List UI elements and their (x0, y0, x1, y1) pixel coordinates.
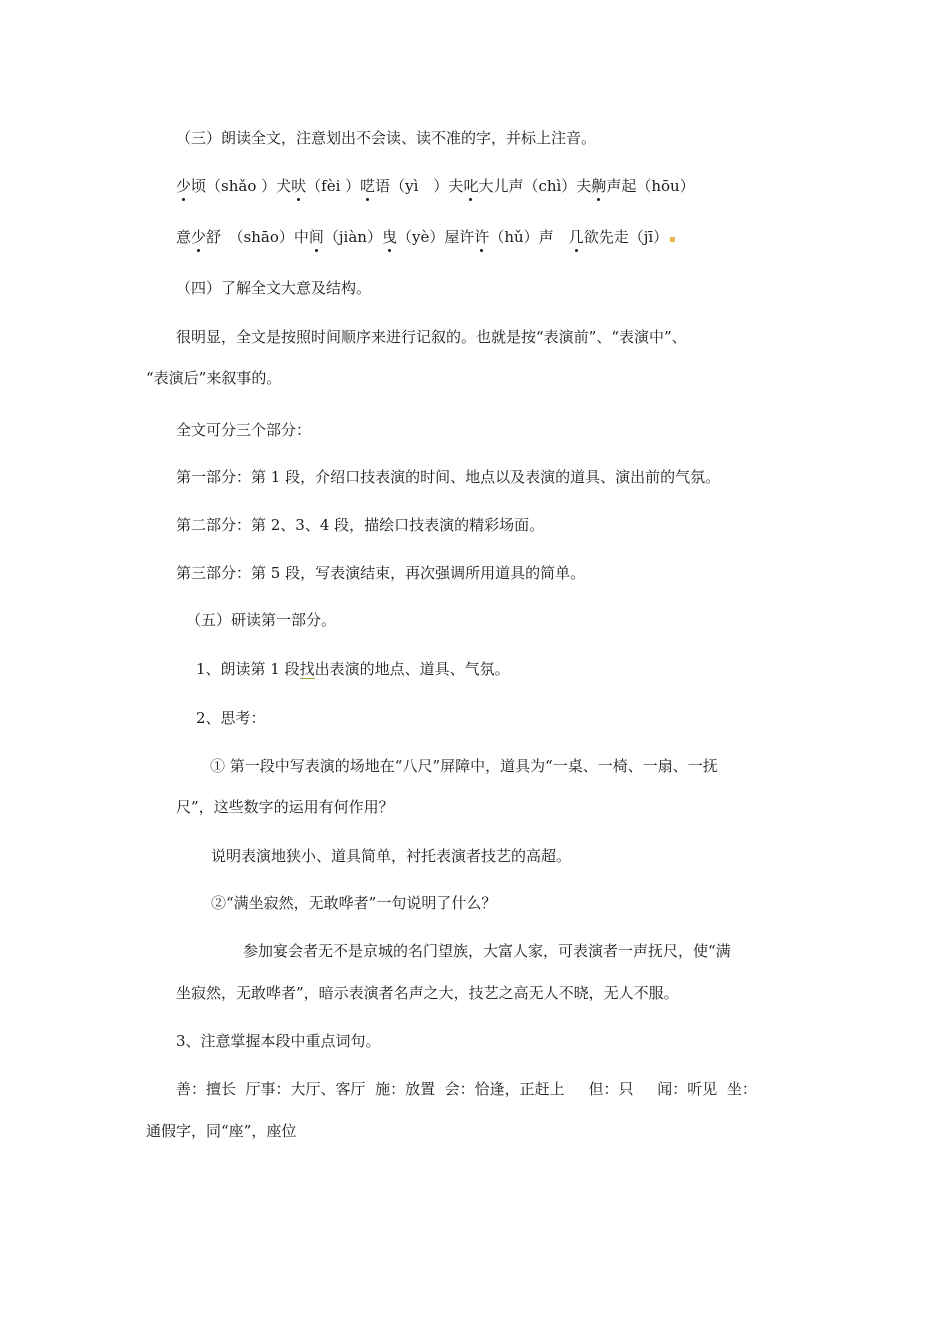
pinyin-text-segment: 声起（hōu） (606, 177, 695, 195)
answer-1: 说明表演地狭小、道具简单，衬托表演者技艺的高超。 (211, 847, 572, 865)
pinyin-text-segment: 舒 （shāo）中 (206, 228, 309, 246)
pinyin-text-segment: 大儿声（chì）夫 (478, 177, 592, 195)
section-3-heading: （三）朗读全文，注意划出不会读、读不准的字，并标上注音。 (176, 129, 597, 147)
dotted-character: 间 (308, 228, 324, 246)
dotted-character: 少 (191, 228, 207, 246)
part-3: 第三部分：第 5 段，写表演结束，再次强调所用道具的简单。 (176, 564, 586, 582)
question-1-line-1: ① 第一段中写表演的场地在“八尺”屏障中，道具为“一桌、一椅、一扇、一抚 (210, 757, 718, 775)
answer-2-line-1: 参加宴会者无不是京城的名门望族，大富人家，可表演者一声抚尺，使“满 (243, 942, 731, 960)
summary-line-1: 很明显，全文是按照时间顺序来进行记叙的。也就是按“表演前”、“表演中”、 (176, 328, 687, 346)
pinyin-text-segment: （fèi ） (306, 177, 361, 195)
item-1-underlined-word: 找 (299, 660, 315, 678)
item-1-end: 出表演的地点、道具、气氛。 (314, 660, 510, 678)
question-1-line-2: 尺”，这些数字的运用有何作用？ (176, 798, 394, 816)
dotted-character: 吠 (291, 177, 307, 195)
pinyin-text-segment: （hǔ）声 (489, 228, 569, 246)
vocab-line-2: 通假字，同“座”，座位 (146, 1122, 297, 1140)
part-2: 第二部分：第 2、3、4 段，描绘口技表演的精彩场面。 (176, 516, 545, 534)
item-3: 3、注意掌握本段中重点词句。 (176, 1032, 381, 1050)
part-1: 第一部分：第 1 段，介绍口技表演的时间、地点以及表演的道具、演出前的气氛。 (176, 468, 721, 486)
item-2: 2、思考： (196, 709, 266, 727)
pinyin-line-2 (176, 226, 675, 248)
parts-intro: 全文可分三个部分： (176, 421, 312, 439)
dotted-character: 几 (568, 228, 584, 246)
highlight-mark (670, 237, 675, 242)
dotted-character: 曳 (381, 228, 397, 246)
section-5-heading: （五）研读第一部分。 (186, 611, 337, 629)
answer-2-line-2: 坐寂然，无敢哗者”，暗示表演者名声之大，技艺之高无人不晓，无人不服。 (176, 984, 679, 1002)
pinyin-text-segment: 语（yì ）夫 (375, 177, 464, 195)
summary-line-2: “表演后”来叙事的。 (146, 369, 282, 387)
dotted-character: 呓 (360, 177, 376, 195)
pinyin-line-1 (176, 175, 695, 197)
pinyin-text-segment: 顷（shǎo ）犬 (191, 177, 292, 195)
question-2: ②“满坐寂然，无敢哗者”一句说明了什么？ (211, 894, 497, 912)
dotted-character: 齁 (591, 177, 607, 195)
item-1-start: 1、朗读第 1 段 (196, 660, 300, 678)
vocab-line-1: 善：擅长 厅事：大厅、客厅 施：放置 会：恰逢，正赶上 但：只 闻：听见 坐： (176, 1080, 757, 1098)
pinyin-text-segment: （jiàn） (323, 228, 382, 246)
item-1 (196, 658, 510, 680)
section-4-heading: （四）了解全文大意及结构。 (176, 279, 372, 297)
dotted-character: 许 (474, 228, 490, 246)
pinyin-text-segment: 欲先走（jī） (583, 228, 669, 246)
dotted-character: 少 (176, 177, 192, 195)
pinyin-text-segment: （yè）屋许 (396, 228, 475, 246)
pinyin-text-segment: 意 (176, 228, 192, 246)
dotted-character: 叱 (463, 177, 479, 195)
